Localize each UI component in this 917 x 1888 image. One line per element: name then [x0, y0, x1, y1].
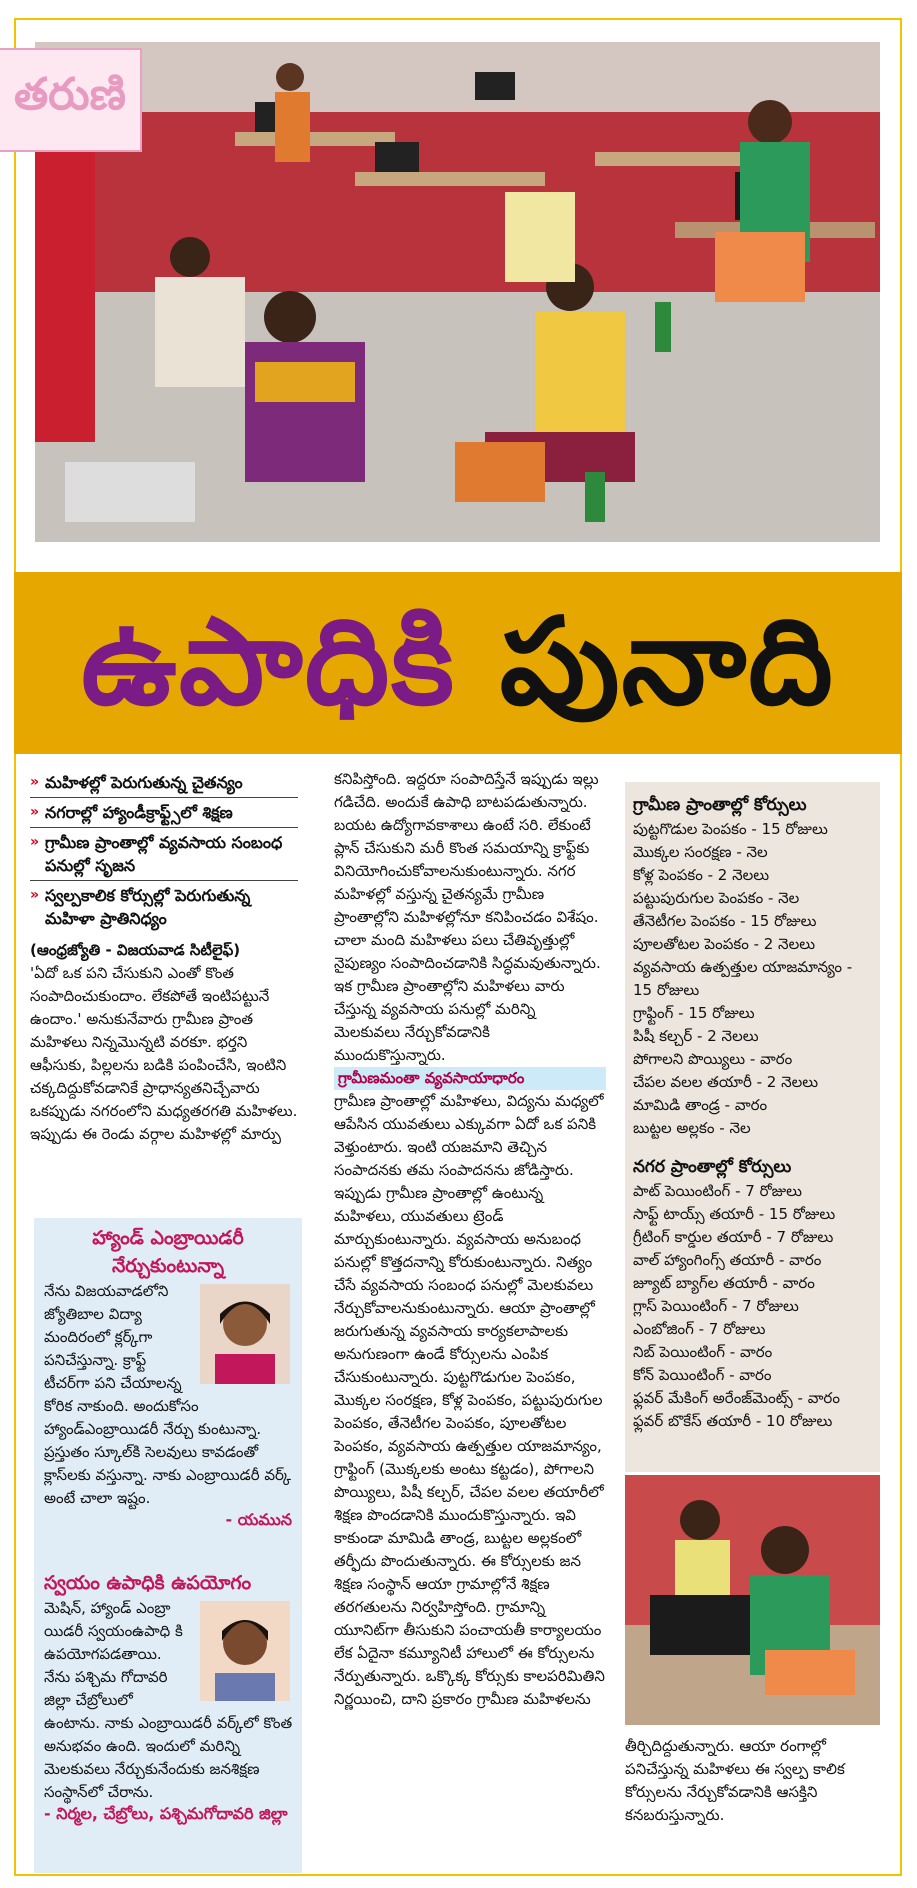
course-item: పూలతోటల పెంపకం - 2 నెలలు [633, 935, 816, 953]
bullet-item: » స్వల్పకాలిక కోర్సుల్లో పెరుగుతున్న మహిళా ప్రాతినిధ్యం [30, 886, 251, 928]
byline: (ఆంధ్రజ్యోతి - విజయవాడ సిటీలైఫ్) [30, 941, 241, 959]
bullet-item: » గ్రామీణ ప్రాంతాల్లో వ్యవసాయ సంబంధ పనుల్లో సృజన [30, 828, 298, 881]
headline: ఉపాధికి పునాది [81, 593, 835, 732]
avatar [200, 1284, 290, 1384]
course-item: మొక్కల సంరక్షణ - నెల [633, 843, 768, 861]
course-item: వాల్ హ్యాంగింగ్స్ తయారీ - వారం [633, 1251, 822, 1269]
quote-signature: - నిర్మల, చేబ్రోలు, పశ్చిమగోదావరి జిల్లా [44, 1804, 288, 1823]
course-item: గ్రాఫ్టింగ్ - 15 రోజులు [633, 1004, 755, 1022]
course-item: చేపల వలల తయారీ - 2 నెలలు [633, 1073, 819, 1091]
body-text: గ్రామీణ ప్రాంతాల్లో మహిళలు, విద్యను మధ్యలో ఆపేసిన యువతులు ఎక్కువగా ఏదో ఒక పనికి వెళ్తుంటారు. ఇంటి యజమాని తెచ్చిన సంపాదనకు తమ సంపాదనను జోడిస్తారు. ఇప్పుడు గ్రామీణ ప్రాంతాల్లో ఉంటున్న మహిళలు, యువతులు ట్రెండ్ మార్చుకుంటున్నారు. వ్యవసాయ అనుబంధ పనుల్లో కొత్తదనాన్ని కోరుకుంటున్నారు. నిత్యం చేసే వ్యవసాయ సంబంధ పనుల్లో మెలకువలు నేర్చుకోవాలనుకుంటున్నారు. ఆయా ప్రాంతాల్లో జరుగుతున్న వ్యవసాయ కార్యకలాపాలకు అనుగుణంగా ఉండే కోర్సులను ఎంపిక చేసుకుంటున్నారు. పుట్టగొడుగుల పెంపకం, మొక్కల సంరక్షణ, కోళ్ల పెంపకం, పట్టుపురుగుల పెంపకం, తేనెటీగల పెంపకం, పూలతోటల పెంపకం, వ్యవసాయ ఉత్పత్తుల యాజమాన్యం, గ్రాఫ్టింగ్ (మొక్కలకు అంటు కట్టడం), పోగాలని పొయ్యిలు, పిషీ కల్చర్, చేపల వలల తయారీలో శిక్షణ పొందడానికి ముందుకొస్తున్నారు. ఇవి కాకుండా మామిడి తాండ్ర, బుట్టల అల్లకంలో తర్ఫీదు పొందుతున్నారు. ఈ కోర్సులకు జన శిక్షణ సంస్థాన్ ఆయా గ్రామాల్లోనే శిక్షణ తరగతులను నిర్వహిస్తోంది. గ్రామాన్ని యూనిట్‌గా తీసుకుని పంచాయతీ కార్యాలయం లేక ఏదైనా కమ్యూనిటీ హాలులో ఈ కోర్సులను నేర్పుతున్నారు. ఒక్కొక్క కోర్సుకు కాలపరిమితిని నిర్ణయించి, దాని ప్రకారం గ్రామీణ మహిళలను [334, 1092, 605, 1708]
quote-box-text: మెషిన్, హ్యాండ్ ఎంబ్రా యిడరీ స్వయంఉపాధి కి ఉపయోగపడతాయి. నేను పశ్చిమ గోదావరి జిల్లా చేబ్రోలులో ఉంటాను. నాకు ఎంబ్రాయిడరీ వర్క్‌లో కొంత అనుభవం ఉంది. ఇందులో మరిన్ని మెలకువలు నేర్చుకునేందుకు జనశిక్షణ సంస్థాన్‌లో చేరాను. [44, 1599, 293, 1801]
course-item: మామిడి తాండ్ర - వారం [633, 1096, 768, 1114]
course-item: వ్యవసాయ ఉత్పత్తుల యాజమాన్యం - 15 రోజులు [633, 958, 853, 999]
headline-band [14, 572, 902, 754]
column-1 [30, 768, 298, 1146]
avatar [200, 1601, 290, 1701]
course-item: పట్టుపురుగుల పెంపకం - నెల [633, 889, 800, 907]
sewing-class-photo [35, 42, 880, 542]
body-text: కనిపిస్తోంది. ఇద్దరూ సంపాదిస్తేనే ఇప్పుడు ఇల్లు గడిచేది. అందుకే ఉపాధి బాటపడుతున్నారు. బయట ఉద్యోగావకాశాలు ఉంటే సరి. లేకుంటే ప్లాన్ చేసుకుని మరీ కొంత సమయాన్ని క్రాఫ్ట్‌కు వినియోగించుకోవాలనుకుంటున్నారు. నగర మహిళల్లో వస్తున్న చైతన్యమే గ్రామీణ ప్రాంతాల్లోని మహిళల్లోనూ కనిపించడం విశేషం. చాలా మంది మహిళలు పలు చేతివృత్తుల్లో నైపుణ్యం సంపాదించడానికి సిద్ధమవుతున్నారు. ఇక గ్రామీణ ప్రాంతాల్లోని మహిళలు వారు చేస్తున్న వ్యవసాయ పనుల్లో మరిన్ని మెలకువలు నేర్చుకోవడానికి ముందుకొస్తున్నారు. [334, 770, 601, 1064]
bullet-item: » మహిళల్లో పెరుగుతున్న చైతన్యం [30, 768, 298, 798]
course-item: బుట్టల అల్లకం - నెల [633, 1119, 751, 1137]
course-item: పాట్ పెయింటింగ్ - 7 రోజులు [633, 1182, 802, 1200]
course-item: పిషీ కల్చర్ - 2 నెలలు [633, 1027, 759, 1045]
sewing-student-photo [625, 1475, 880, 1725]
quote-box-nirmala [34, 1563, 302, 1873]
quote-box-yamuna [34, 1218, 302, 1563]
course-item: కోన్ పెయింటింగ్ - వారం [633, 1366, 772, 1384]
column-2 [334, 768, 606, 1711]
quote-box-title: హ్యాండ్ ఎంబ్రాయిడరీ నేర్చుకుంటున్నా [92, 1227, 244, 1277]
course-item: గ్రీటింగ్ కార్డుల తయారీ - 7 రోజులు [633, 1228, 834, 1246]
course-item: పుట్టగొడుల పెంపకం - 15 రోజులు [633, 820, 828, 838]
course-item: తేనెటీగల పెంపకం - 15 రోజులు [633, 912, 817, 930]
course-item: పోగాలని పొయ్యిలు - వారం [633, 1050, 793, 1068]
course-item: ఫ్లవర్ బొకేస్ తయారీ - 10 రోజులు [633, 1412, 833, 1430]
courses-box [625, 782, 880, 1472]
course-item: నిబ్ పెయింటింగ్ - వారం [633, 1343, 773, 1361]
course-item: సాఫ్ట్ టాయ్స్ తయారీ - 15 రోజులు [633, 1205, 836, 1223]
quote-box-text: నేను విజయవాడలోని జ్యోతిబాల విద్యా మందిరంలో క్లర్క్‌గా పనిచేస్తున్నా. క్రాఫ్ట్ టీచర్‌గా పని చేయాలన్న కోరిక నాకుంది. అందుకోసం హ్యాండ్‌ఎంబ్రాయిడరీ నేర్చు కుంటున్నా. ప్రస్తుతం స్కూల్‌కి సెలవులు కావడంతో క్లాస్‌లకు వస్తున్నా. నాకు ఎంబ్రాయిడరీ వర్క్ అంటే చాలా ఇష్టం. [44, 1282, 291, 1507]
course-item: ఎంబోజింగ్ - 7 రోజులు [633, 1320, 766, 1338]
course-item: ఫ్లవర్ మేకింగ్ అరేంజ్‌మెంట్స్ - వారం [633, 1389, 840, 1407]
subheading: గ్రామీణమంతా వ్యవసాయాధారం [334, 1067, 606, 1090]
urban-courses-title: నగర ప్రాంతాల్లో కోర్సులు [633, 1157, 792, 1177]
column-3-ending: తీర్చిదిద్దుతున్నారు. ఆయా రంగాల్లో పనిచేస్తున్న మహిళలు ఈ స్వల్ప కాలిక కోర్సులను నేర్చుకోవడానికి ఆసక్తిని కనబరుస్తున్నారు. [625, 1737, 845, 1824]
course-item: జ్యూట్ బ్యాగ్‌ల తయారీ - వారం [633, 1274, 815, 1292]
rural-courses-title: గ్రామీణ ప్రాంతాల్లో కోర్సులు [633, 795, 807, 815]
intro-text: 'ఏదో ఒక పని చేసుకుని ఎంతో కొంత సంపాదించుకుందాం. లేకపోతే ఇంటిపట్టునే ఉందాం.' అనుకునేవారు గ్రామీణ ప్రాంత మహిళలు నిన్నమొన్నటి వరకూ. భర్తని ఆఫీసుకు, పిల్లలను బడికి పంపించేసి, ఇంటిని చక్కదిద్దుకోవడానికే ప్రాధాన్యతనిచ్చేవారు ఒకప్పుడు నగరంలోని మధ్యతరగతి మహిళలు. ఇప్పుడు ఈ రెండు వర్గాల మహిళల్లో మార్పు [30, 964, 298, 1143]
quote-box-title: స్వయం ఉపాధికి ఉపయోగం [44, 1572, 252, 1594]
course-item: గ్లాస్ పెయింటింగ్ - 7 రోజులు [633, 1297, 799, 1315]
section-logo: తరుణి [0, 48, 142, 152]
course-item: కోళ్ల పెంపకం - 2 నెలలు [633, 866, 770, 884]
quote-signature: - యమున [225, 1510, 292, 1529]
bullet-item: » నగరాల్లో హ్యాండీక్రాఫ్ట్స్‌లో శిక్షణ [30, 798, 298, 828]
